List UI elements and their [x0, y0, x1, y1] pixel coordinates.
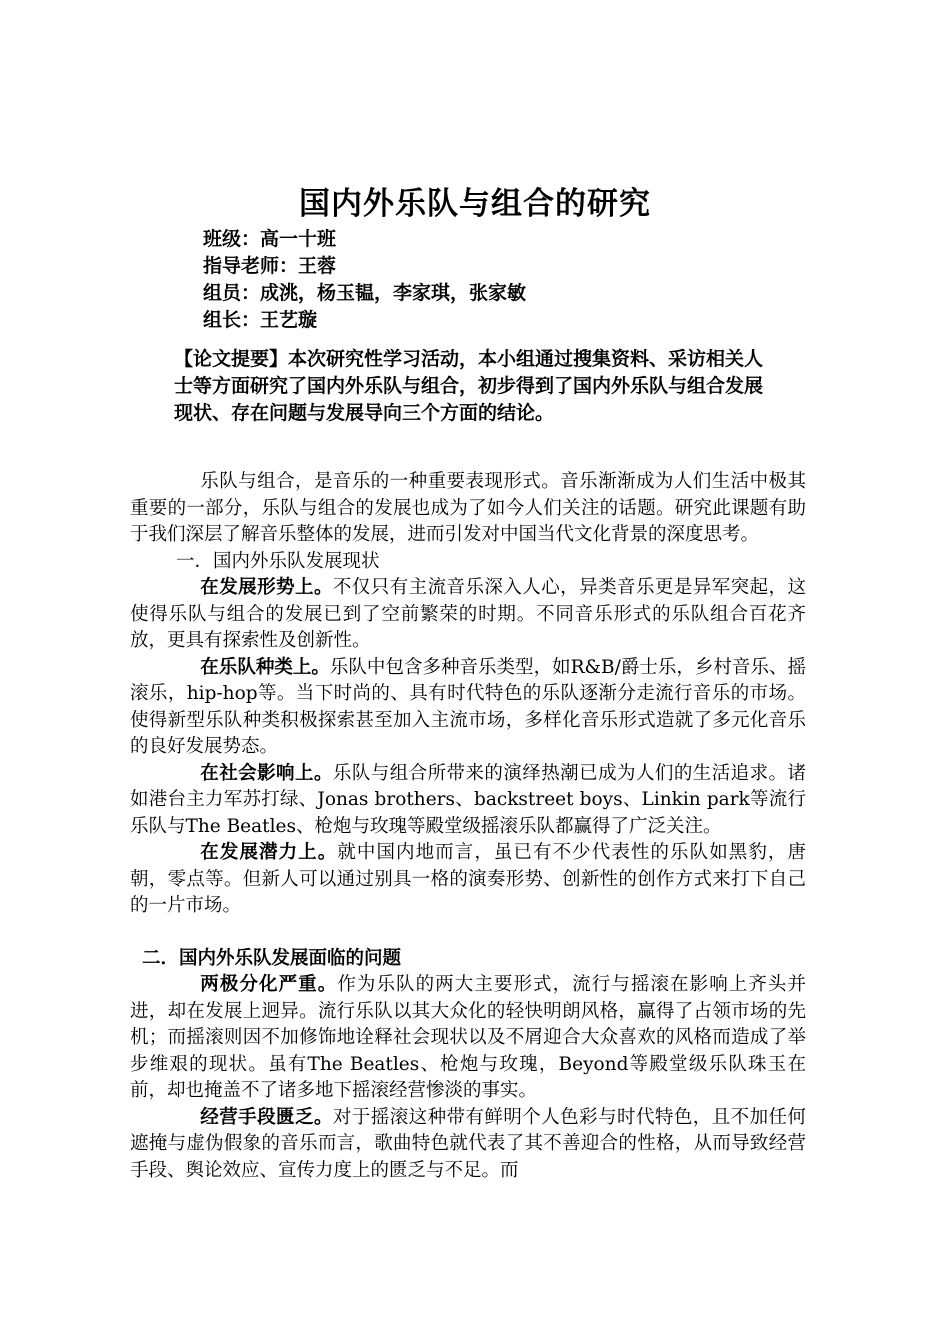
section-1-paragraph-3: [130, 761, 806, 841]
paragraph-lead: 在发展潜力上。: [200, 842, 338, 863]
paragraph-lead: 在社会影响上。: [200, 762, 333, 784]
section-1-paragraph-4: [130, 840, 806, 920]
section-1-paragraph-2: [130, 655, 806, 761]
class-line: 班级：高一十班: [203, 228, 337, 250]
paragraph-text: 对于摇滚这种带有鲜明个人色彩与时代特色，且不加任何遮掩与虚伪假象的音乐而言，歌曲特色就代表了其不善迎合的性格，从而导致经营手段、舆论效应、宣传力度上的匮乏与不足。而: [130, 1106, 806, 1181]
paragraph-lead: 经营手段匮乏。: [200, 1106, 333, 1128]
section-1-heading: 一．国内外乐队发展现状: [176, 550, 380, 572]
paragraph-lead: 在乐队种类上。: [200, 656, 330, 678]
body-text: [130, 469, 806, 1184]
section-2-heading: 二．国内外乐队发展面临的问题: [142, 947, 402, 969]
paragraph-lead: 两极分化严重。: [200, 974, 338, 995]
paragraph-text: 不仅只有主流音乐深入人心，异类音乐更是异军突起，这使得乐队与组合的发展已到了空前繁荣的时期。不同音乐形式的乐队组合百花齐放，更具有探索性及创新性。: [130, 577, 806, 651]
section-1-paragraph-1: [130, 575, 806, 655]
teacher-line: 指导老师：王蓉: [203, 255, 337, 277]
paragraph-lead: 在发展形势上。: [200, 577, 333, 598]
paragraph-text: 就中国内地而言，虽已有不少代表性的乐队如黑豹，唐朝，零点等。但新人可以通过别具一格的演奏形势、创新性的创作方式来打下自己的一片市场。: [130, 842, 806, 916]
section-2-paragraph-1: [130, 972, 806, 1105]
members-line: 组员：成洮，杨玉韫，李家琪，张家敏: [203, 282, 527, 304]
paragraph-text: 乐队与组合所带来的演绎热潮已成为人们的生活追求。诸如港台主力军苏打绿、Jonas brothers、backstreet boys、Linkin park等流行乐队与The Beatles、枪炮与玫瑰等殿堂级摇滚乐队都赢得了广泛关注。: [130, 762, 806, 837]
intro-paragraph: 乐队与组合，是音乐的一种重要表现形式。音乐渐渐成为人们生活中极其重要的一部分，乐队与组合的发展也成为了如今人们关注的话题。研究此课题有助于我们深层了解音乐整体的发展，进而引发对中国当代文化背景的深度思考。: [130, 471, 806, 545]
paragraph-text: 作为乐队的两大主要形式，流行与摇滚在影响上齐头并进，却在发展上迥异。流行乐队以其大众化的轻快明朗风格，赢得了占领市场的先机；而摇滚则因不加修饰地诠释社会现状以及不屑迎合大众喜欢的风格而造成了举步维艰的现状。虽有The Beatles、枪炮与玫瑰，Beyond等殿堂级乐队珠玉在前，却也掩盖不了诸多地下摇滚经营惨淡的事实。: [130, 974, 806, 1101]
document-title: 国内外乐队与组合的研究: [299, 186, 651, 222]
author-info: [203, 226, 526, 334]
section-2-paragraph-2: [130, 1105, 806, 1185]
abstract: 【论文提要】本次研究性学习活动，本小组通过搜集资料、采访相关人士等方面研究了国内外乐队与组合，初步得到了国内外乐队与组合发展现状、存在问题与发展导向三个方面的结论。: [174, 348, 764, 424]
leader-line: 组长：王艺璇: [203, 309, 318, 331]
paragraph-text: 乐队中包含多种音乐类型，如R&B/爵士乐，乡村音乐、摇滚乐，hip-hop等。当下时尚的、具有时代特色的乐队逐渐分走流行音乐的市场。使得新型乐队种类积极探索甚至加入主流市场，多样化音乐形式造就了多元化音乐的良好发展势态。: [130, 656, 806, 757]
